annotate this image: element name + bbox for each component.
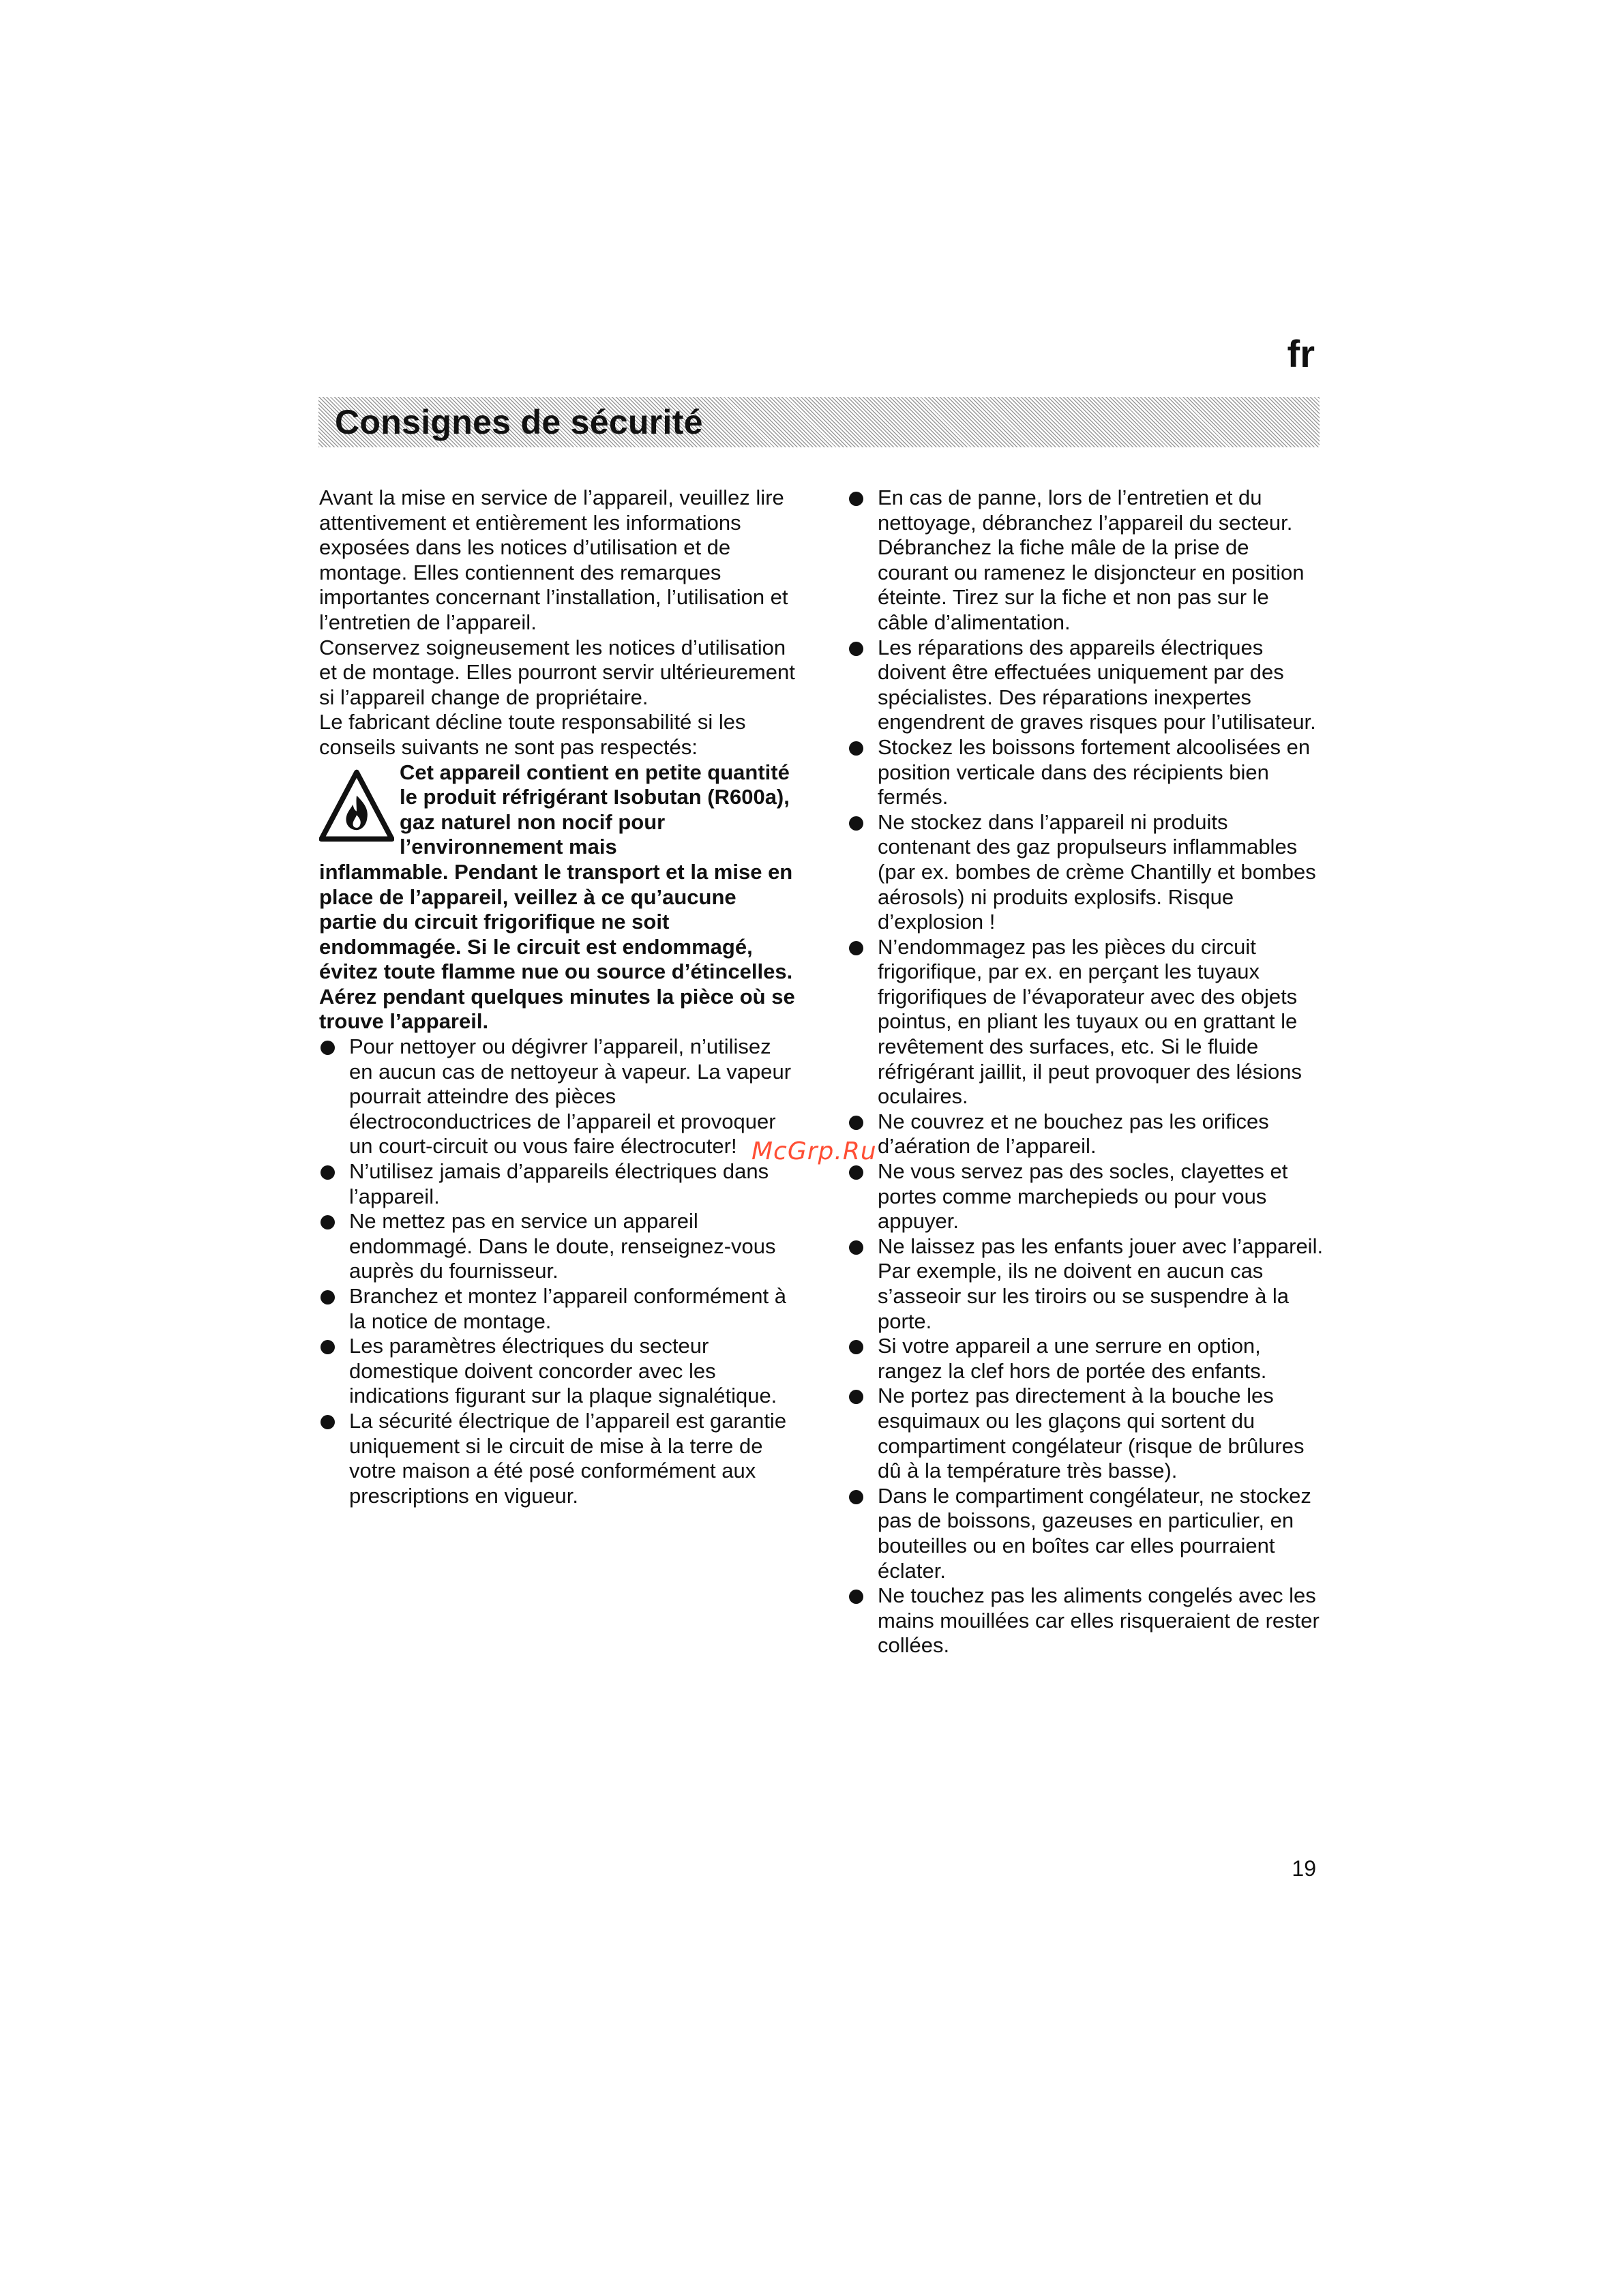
bullet-dot-icon [321, 1165, 335, 1180]
bullet-dot-icon [849, 492, 863, 506]
list-item [848, 1583, 1325, 1658]
list-item [319, 1159, 796, 1209]
bullet-dot-icon [849, 642, 863, 656]
list-item-text: Stockez les boissons fortement alcoolisées en position verticale dans des récipients bien fermés. [878, 734, 1311, 809]
language-code: fr [1287, 332, 1315, 375]
list-item-text: Ne vous servez pas des socles, clayettes et portes comme marchepieds ou pour vous appuyer. [878, 1159, 1288, 1234]
bullet-dot-icon [849, 1116, 863, 1130]
bullet-dot-icon [849, 941, 863, 955]
list-item-text: Les paramètres électriques du secteur domestique doivent concorder avec les indications figurant sur la plaque signalétique. [349, 1334, 777, 1408]
list-item [848, 735, 1325, 810]
warning-text-beside-icon: Cet appareil contient en petite quantité le produit réfrigérant Isobutan (R600a), gaz naturel non nocif pour l’environnement mais [400, 760, 790, 859]
list-item [848, 486, 1325, 636]
list-item-text: Si votre appareil a une serrure en option, rangez la clef hors de portée des enfants. [878, 1334, 1267, 1383]
list-item [848, 1484, 1325, 1583]
list-item [848, 1384, 1325, 1483]
bullet-dot-icon [849, 1490, 863, 1504]
list-item-text: Ne mettez pas en service un appareil endommagé. Dans le doute, renseignez-vous auprès du fournisseur. [349, 1209, 776, 1283]
list-item-text: Ne portez pas directement à la bouche les esquimaux ou les glaçons qui sortent du compartiment congélateur (risque de brûlures dû à la température très basse). [878, 1384, 1305, 1483]
bullet-dot-icon [849, 741, 863, 756]
list-item [319, 1034, 796, 1159]
list-item [848, 1109, 1325, 1159]
section-title-bar [318, 397, 1320, 447]
bullet-dot-icon [849, 1340, 863, 1354]
list-item-text: Ne stockez dans l’appareil ni produits contenant des gaz propulseurs inflammables (par ex. bombes de crème Chantilly et bombes aérosols) ni produits explosifs. Risque d’explosion ! [878, 809, 1316, 934]
list-item [848, 636, 1325, 735]
watermark: McGrp.Ru [751, 1137, 877, 1165]
list-item [319, 1334, 796, 1409]
bullet-dot-icon [849, 1390, 863, 1404]
intro-paragraph: Avant la mise en service de l’appareil, veuillez lire attentivement et entièrement les informations exposées dans les notices d’utilisation et de montage. Elles contiennent des remarques importantes concernant l’installation, l’utilisation et l’entretien de l’appareil. [319, 486, 788, 634]
right-column [848, 486, 1325, 1658]
list-item-text: Dans le compartiment congélateur, ne stockez pas de boissons, gazeuses en particulier, en bouteilles ou en boîtes car elles pourraient éclater. [878, 1483, 1311, 1583]
left-column [319, 486, 796, 1508]
list-item-text: Ne couvrez et ne bouchez pas les orifices d’aération de l’appareil. [878, 1109, 1269, 1159]
bullet-dot-icon [321, 1041, 335, 1055]
list-item [319, 1284, 796, 1334]
list-item-text: Ne laissez pas les enfants jouer avec l’appareil. Par exemple, ils ne doivent en aucun cas s’asseoir sur les tiroirs ou se suspendre à la porte. [878, 1234, 1324, 1333]
list-item [848, 1334, 1325, 1384]
flammable-warning-icon [319, 769, 394, 844]
bullet-dot-icon [849, 1590, 863, 1604]
bullet-dot-icon [321, 1340, 335, 1354]
page-number: 19 [1292, 1856, 1316, 1881]
list-item-text: La sécurité électrique de l’appareil est garantie uniquement si le circuit de mise à la terre de votre maison a été posé conformément aux prescriptions en vigueur. [349, 1408, 787, 1508]
refrigerant-warning [319, 760, 796, 1035]
list-item-text: N’utilisez jamais d’appareils électriques dans l’appareil. [349, 1159, 769, 1208]
bullet-dot-icon [849, 816, 863, 831]
list-item-text: N’endommagez pas les pièces du circuit frigorifique, par ex. en perçant les tuyaux frigorifiques de l’évaporateur avec des objets pointus, en pliant les tuyaux ou en grattant le revêtement des surfaces, etc. Si le fluide réfrigérant jaillit, il peut provoquer des lésions oculaires. [878, 934, 1302, 1109]
list-item [319, 1209, 796, 1284]
list-item-text: En cas de panne, lors de l’entretien et du nettoyage, débranchez l’appareil du secteur. Débranchez la fiche mâle de la prise de courant ou ramenez le disjoncteur en position éteinte. Tirez sur la fiche et non pas sur le câble d’alimentation. [878, 486, 1305, 634]
bullet-dot-icon [321, 1415, 335, 1429]
list-item [848, 810, 1325, 935]
list-item-text: Pour nettoyer ou dégivrer l’appareil, n’utilisez en aucun cas de nettoyeur à vapeur. La vapeur pourrait atteindre des pièces électroconductrices de l’appareil et provoquer un court-circuit ou vous faire électrocuter! [349, 1034, 792, 1159]
list-item [848, 1159, 1325, 1234]
bullet-dot-icon [849, 1165, 863, 1180]
warning-text-continuation: inflammable. Pendant le transport et la mise en place de l’appareil, veillez à ce qu’aucune partie du circuit frigorifique ne soit endommagée. Si le circuit est endommagé, évitez toute flamme nue ou source d’étincelles. Aérez pendant quelques minutes la pièce où se trouve l’appareil. [319, 859, 795, 1034]
list-item [848, 935, 1325, 1109]
page-title: Consignes de sécurité [335, 403, 703, 441]
list-item-text: Les réparations des appareils électriques doivent être effectuées uniquement par des spécialistes. Des réparations inexpertes engendrent de graves risques pour l’utilisateur. [878, 635, 1316, 734]
bullet-dot-icon [321, 1290, 335, 1304]
list-item [319, 1409, 796, 1508]
intro-paragraph: Conservez soigneusement les notices d’utilisation et de montage. Elles pourront servir ultérieurement si l’appareil change de propriétaire. [319, 635, 795, 709]
intro-paragraph: Le fabricant décline toute responsabilité si les conseils suivants ne sont pas respectés: [319, 710, 746, 759]
list-item-text: Ne touchez pas les aliments congelés avec les mains mouillées car elles risqueraient de rester collées. [878, 1583, 1320, 1658]
list-item [848, 1234, 1325, 1334]
list-item-text: Branchez et montez l’appareil conformément à la notice de montage. [349, 1284, 786, 1333]
bullet-dot-icon [321, 1215, 335, 1229]
bullet-dot-icon [849, 1240, 863, 1255]
